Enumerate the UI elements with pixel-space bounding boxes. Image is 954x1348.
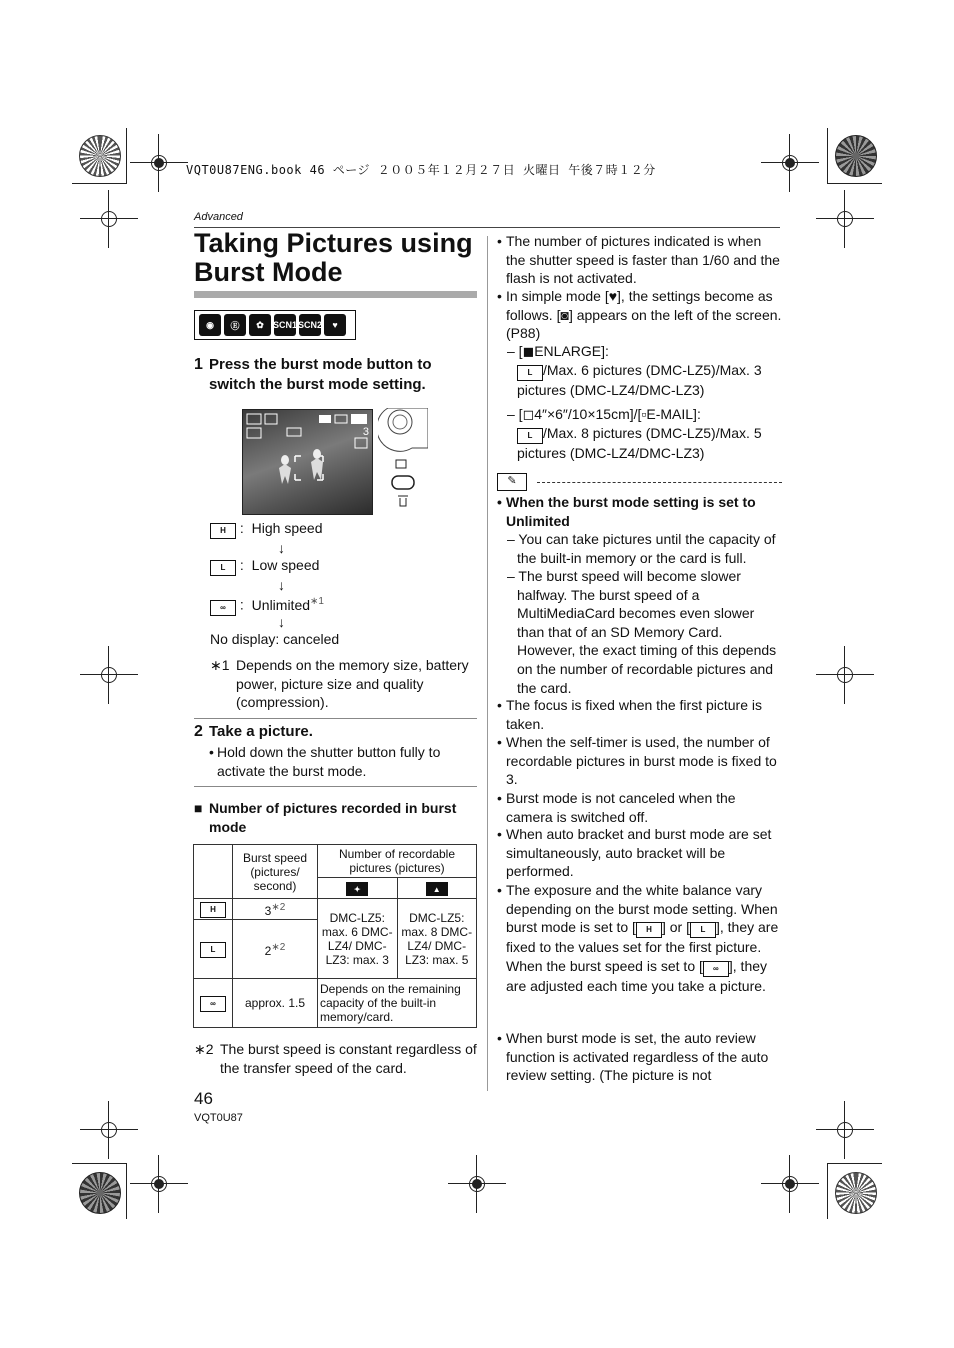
crop-mark bbox=[827, 183, 882, 184]
crop-mark bbox=[827, 128, 828, 184]
arrow-down-icon: ↓ bbox=[278, 614, 285, 630]
registration-mark-icon bbox=[835, 1172, 877, 1214]
list-item: • When burst mode is set, the auto review function is activated regardless of the auto review setting. (The picture is not bbox=[497, 1030, 769, 1084]
crosshair-icon bbox=[98, 664, 120, 686]
speed-high: H : High speed bbox=[210, 519, 470, 539]
crop-mark bbox=[72, 183, 127, 184]
burst-high-icon: H bbox=[194, 899, 233, 920]
speed-unlimited: ∞ : Unlimited$^{∗1}$ bbox=[210, 593, 470, 613]
crop-mark bbox=[827, 1163, 828, 1219]
list-item: • The focus is fixed when the first picture is taken. bbox=[497, 697, 762, 732]
speed-label: High speed bbox=[251, 520, 323, 536]
step-text: Press the burst mode button to switch the burst mode setting. bbox=[209, 356, 432, 393]
email-size-icon: ▫ bbox=[641, 406, 647, 422]
quality-standard-icon: ▲ bbox=[397, 878, 477, 899]
step-2 bbox=[194, 722, 474, 742]
camera-icon: ◉ bbox=[199, 314, 221, 336]
bullet-text: Hold down the shutter button fully to activate the burst mode. bbox=[217, 744, 441, 779]
divider bbox=[194, 718, 477, 719]
crosshair-icon bbox=[98, 208, 120, 230]
mode-icons bbox=[194, 310, 356, 340]
scene2-icon: SCN2 bbox=[299, 314, 321, 336]
burst-high-icon: H bbox=[636, 922, 662, 938]
no-display-text: No display: canceled bbox=[210, 631, 340, 647]
lcd-screen-image bbox=[242, 409, 373, 515]
footnote-2 bbox=[194, 1040, 479, 1077]
scene1-icon: SCN1 bbox=[274, 314, 296, 336]
crop-mark bbox=[72, 1163, 127, 1164]
standard-count-cell: DMC-LZ5: max. 8 DMC-LZ4/ DMC-LZ3: max. 5 bbox=[397, 899, 477, 979]
fine-count-cell: DMC-LZ5: max. 6 DMC-LZ4/ DMC-LZ3: max. 3 bbox=[318, 899, 398, 979]
speed-label: Low speed bbox=[251, 557, 320, 573]
heart-icon: ♥ bbox=[324, 314, 346, 336]
step-1 bbox=[194, 355, 474, 395]
heart-icon: ♥ bbox=[608, 288, 618, 304]
doc-code: VQT0U87 bbox=[194, 1112, 243, 1124]
burst-unlimited-icon: ∞ bbox=[703, 961, 729, 977]
arrow-down-icon: ↓ bbox=[278, 540, 285, 556]
note-icon: ✎ bbox=[497, 473, 527, 491]
camera-buttons-image bbox=[378, 408, 428, 508]
economy-icon: Ⓔ bbox=[224, 314, 246, 336]
speed-list bbox=[210, 519, 470, 649]
crosshair-icon bbox=[779, 1173, 801, 1195]
burst-low-icon: L bbox=[517, 365, 543, 381]
speed-cell: $2^{∗2}$ bbox=[233, 920, 318, 979]
divider bbox=[194, 786, 477, 787]
footnote-1 bbox=[210, 656, 470, 712]
unlimited-count-cell: Depends on the remaining capacity of the built-in memory/card. bbox=[318, 979, 477, 1028]
list-item: • In simple mode [♥], the settings become as follows. [◙] appears on the left of the screen. (P88) bbox=[497, 288, 782, 342]
crosshair-icon bbox=[148, 1173, 170, 1195]
speed-cell: approx. 1.5 bbox=[233, 979, 318, 1028]
arrow-down-icon: ↓ bbox=[278, 577, 285, 593]
title-underline bbox=[194, 291, 477, 298]
header-count: Number of recordable pictures (pictures) bbox=[318, 845, 477, 878]
step-text: Take a picture. bbox=[209, 723, 313, 740]
crosshair-icon bbox=[466, 1173, 488, 1195]
print-header: VQT0U87ENG.book 46 ページ ２００５年１２月２７日 火曜日 午後７時１２分 bbox=[186, 163, 656, 177]
speed-label: Unlimited bbox=[251, 596, 311, 613]
speed-cell: $3^{∗2}$ bbox=[233, 899, 318, 920]
simple-mode-icon: ◙ bbox=[560, 306, 569, 323]
quality-fine-icon: ✦ bbox=[318, 878, 398, 899]
crosshair-icon bbox=[834, 208, 856, 230]
registration-mark-icon bbox=[79, 1172, 121, 1214]
step-number: 1 bbox=[194, 356, 203, 373]
list-item: • When auto bracket and burst mode are set simultaneously, auto bracket will be performed. bbox=[497, 826, 772, 880]
enlarge-icon: ◼ bbox=[522, 343, 535, 359]
registration-mark-icon bbox=[835, 135, 877, 177]
page-number: 46 bbox=[194, 1089, 213, 1108]
header-speed: Burst speed (pictures/ second) bbox=[233, 845, 318, 899]
footnote-text: Depends on the memory size, battery power, picture size and quality (compression). bbox=[236, 657, 469, 711]
heading-text: Number of pictures recorded in burst mode bbox=[209, 800, 457, 835]
crosshair-icon bbox=[834, 1119, 856, 1141]
burst-low-icon: L bbox=[690, 922, 716, 938]
section-label: Advanced bbox=[194, 211, 243, 223]
column-divider bbox=[487, 236, 488, 1091]
burst-high-icon: H bbox=[210, 523, 236, 539]
footnote-ref: ∗1 bbox=[310, 596, 324, 607]
burst-low-icon: L bbox=[210, 560, 236, 576]
footnote-text: The burst speed is constant regardless of the transfer speed of the card. bbox=[220, 1041, 477, 1076]
list-subitem: – The burst speed will become slower halfway. The burst speed of a MultiMediaCard becomes even slower than that of an SD Memory Card. However, the exact timing of this depends on the number of recordable pictures and the card. bbox=[507, 568, 777, 696]
shots-remaining: 3 bbox=[362, 426, 369, 438]
crosshair-icon bbox=[148, 152, 170, 174]
step-2-bullet: • Hold down the shutter button fully to activate the burst mode. bbox=[209, 743, 474, 780]
count-heading bbox=[194, 799, 474, 836]
page-title: Taking Pictures using Burst Mode bbox=[194, 228, 473, 287]
crop-mark bbox=[126, 1163, 127, 1219]
square-bullet-icon: ■ bbox=[194, 800, 203, 816]
footnote-mark: ∗2 bbox=[194, 1041, 214, 1057]
list-item: • When the self-timer is used, the number of recordable pictures in burst mode is fixed to 3. bbox=[497, 734, 777, 788]
list-item: • The number of pictures indicated is when the shutter speed is faster than 1/60 and the flash is not activated. bbox=[497, 233, 780, 287]
crosshair-icon bbox=[834, 664, 856, 686]
burst-low-icon: L bbox=[517, 428, 543, 444]
crosshair-icon bbox=[98, 1119, 120, 1141]
list-subitem: – You can take pictures until the capacity of the built-in memory or the card is full. bbox=[507, 531, 776, 566]
burst-unlimited-icon: ∞ bbox=[210, 600, 236, 616]
list-item-email: – [◻4″×6″/10×15cm]/[▫E-MAIL]: L /Max. 8 pictures (DMC-LZ5)/Max. 5 pictures (DMC-LZ4/DMC-LZ3) bbox=[507, 406, 762, 461]
list-item-enlarge: – [◼ENLARGE]: L /Max. 6 pictures (DMC-LZ5)/Max. 3 pictures (DMC-LZ4/DMC-LZ3) bbox=[507, 343, 762, 398]
step-number: 2 bbox=[194, 723, 203, 740]
speed-low: L : Low speed bbox=[210, 556, 470, 576]
footnote-mark: ∗1 bbox=[210, 657, 230, 673]
crosshair-icon bbox=[779, 152, 801, 174]
list-item: • When the burst mode setting is set to Unlimited bbox=[497, 494, 756, 529]
print-size-icon: ◻ bbox=[522, 406, 535, 422]
list-item: • The exposure and the white balance vary depending on the burst mode setting. When burst mode is set to [ H ] or [ L ], they are fixed to the values set for the first picture. When the burst speed is set to [ ∞ ], they are adjusted each time you take a picture. bbox=[497, 882, 779, 994]
burst-unlimited-icon: ∞ bbox=[194, 979, 233, 1028]
lcd-illustration bbox=[243, 410, 372, 514]
camera-body-illustration bbox=[378, 408, 428, 508]
registration-mark-icon bbox=[79, 135, 121, 177]
burst-low-icon: L bbox=[194, 920, 233, 979]
macro-icon: ✿ bbox=[249, 314, 271, 336]
note-divider bbox=[497, 473, 782, 493]
crop-mark bbox=[827, 1163, 882, 1164]
crop-mark bbox=[126, 128, 127, 184]
burst-count-table bbox=[193, 844, 477, 1028]
list-item: • Burst mode is not canceled when the camera is switched off. bbox=[497, 790, 736, 825]
